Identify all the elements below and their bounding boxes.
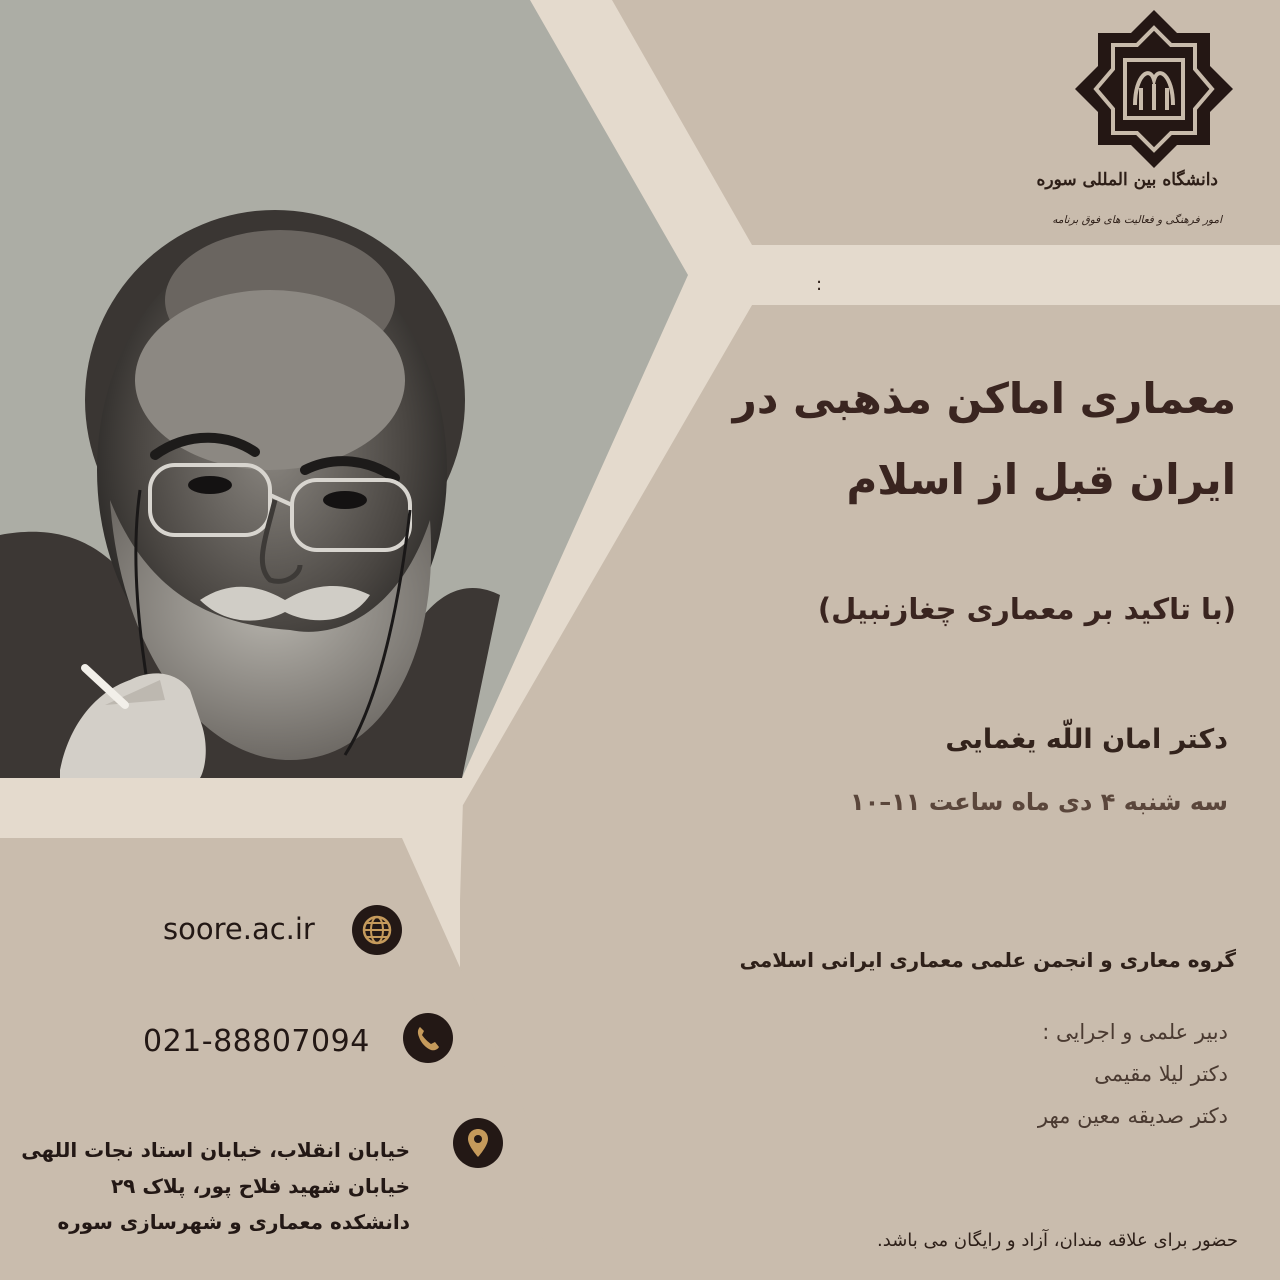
secretary-name-2: دکتر صدیقه معین مهر [1037,1104,1228,1128]
university-name: دانشگاه بین المللی سوره [1036,170,1218,190]
phone-number[interactable]: 021-88807094 [143,1024,370,1059]
event-title-line1: معماری اماکن مذهبی در [732,374,1236,423]
location-pin-icon [453,1118,503,1168]
phone-icon [403,1013,453,1063]
secretary-name-1: دکتر لیلا مقیمی [1094,1062,1228,1086]
event-title [536,370,1236,532]
footer-note: حضور برای علاقه مندان، آزاد و رایگان می باشد. [877,1230,1238,1251]
secretary-label: دبیر علمی و اجرایی : [1042,1020,1228,1044]
website-link[interactable]: soore.ac.ir [163,912,315,946]
university-logo [1075,10,1233,172]
address-line-1: خیابان انقلاب، خیابان استاد نجات اللهی [21,1138,410,1162]
organizer-group: گروه معاری و انجمن علمی معماری ایرانی اسلامی [739,948,1236,972]
event-datetime: سه شنبه ۴ دی ماه ساعت ۱۱–۱۰ [849,788,1228,816]
address-line-2: خیابان شهید فلاح پور، پلاک ۲۹ [110,1174,410,1198]
top-mark: : [816,274,823,295]
university-department: امور فرهنگی و فعالیت های فوق برنامه [1052,214,1222,226]
address-line-3: دانشکده معماری و شهرسازی سوره [57,1210,410,1234]
globe-icon [352,905,402,955]
event-subtitle: (با تاکید بر معماری چغازنبیل) [817,592,1236,626]
speaker-name: دکتر امان اللّه یغمایی [945,724,1228,755]
event-title-line2: ایران قبل از اسلام [846,455,1236,504]
